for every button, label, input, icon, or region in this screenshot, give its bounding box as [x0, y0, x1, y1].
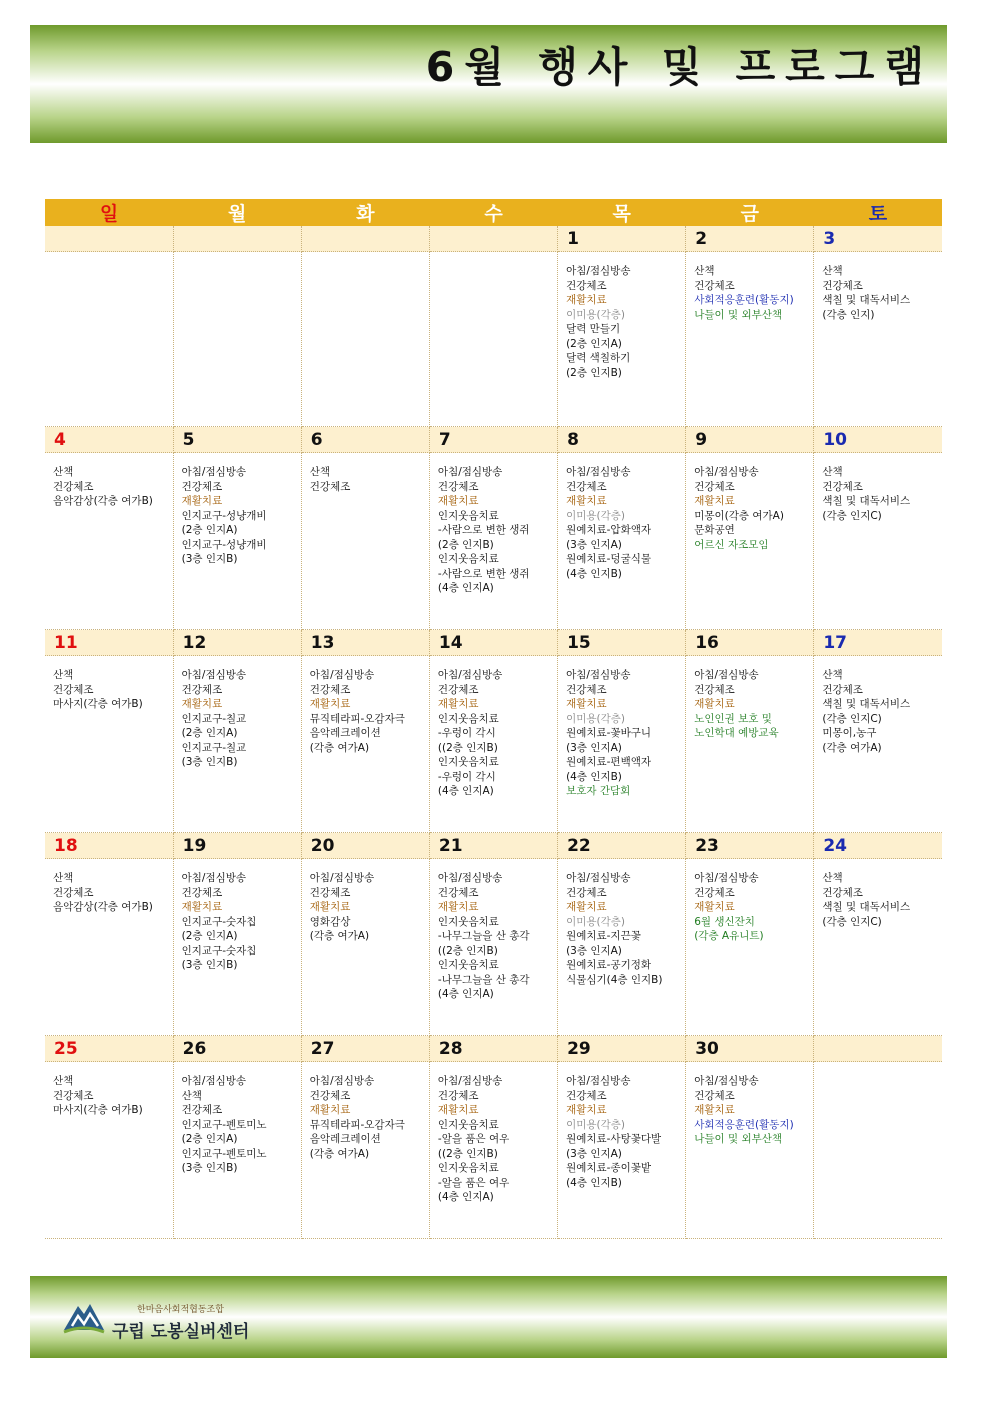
date-number: 5 [173, 427, 301, 453]
weekday-header: 수 [429, 199, 557, 226]
event-item: -사람으로 변한 생쥐 [437, 567, 530, 580]
event-item: 건강체조 [566, 480, 607, 493]
event-item: 산책 [53, 466, 74, 478]
event-item: 음악감상(각층 여가B) [53, 495, 153, 507]
event-item: 아침/점심방송 [437, 872, 503, 884]
day-cell [173, 252, 301, 427]
event-item: 색칠 및 대독서비스 [822, 901, 911, 913]
event-item: 달력 만들기 [566, 323, 621, 335]
event-item: 아침/점심방송 [309, 669, 375, 681]
event-item: 나들이 및 외부산책 [694, 1133, 783, 1145]
date-number: 25 [45, 1036, 173, 1062]
day-cell [429, 252, 557, 427]
day-cell [173, 1062, 301, 1239]
event-item: (4층 인지B) [566, 770, 622, 783]
event-item: (3층 인지B) [181, 959, 238, 971]
event-item: 건강체조 [694, 1089, 735, 1102]
event-item: 아침/점심방송 [181, 466, 247, 478]
event-item: 아침/점심방송 [566, 669, 631, 681]
event-item: 산책 [822, 466, 843, 478]
day-cell [558, 656, 686, 833]
event-item: 인지교구-성냥개비 [181, 538, 267, 551]
day-cell [686, 252, 814, 427]
calendar-body [45, 226, 942, 1239]
event-item: (각층 여가A) [309, 1147, 370, 1160]
event-item: (3층 인지A) [566, 741, 622, 754]
day-cell [301, 656, 429, 833]
day-cell [429, 1062, 557, 1239]
event-item: 아침/점심방송 [566, 1075, 631, 1087]
day-cell [301, 859, 429, 1036]
date-number: 8 [558, 427, 686, 453]
day-cell [686, 859, 814, 1036]
day-cell [301, 1062, 429, 1239]
event-item: 재활치료 [694, 1104, 735, 1116]
center-name: 구립 도봉실버센터 [112, 1322, 250, 1342]
event-item: 건강체조 [181, 1104, 223, 1116]
event-item: 인지교구-성냥개비 [181, 509, 267, 522]
event-item: 인지웃음치료 [437, 712, 499, 725]
event-item: (3층 인지B) [181, 1162, 238, 1174]
event-item: (3층 인지B) [181, 756, 238, 768]
event-item: (3층 인지A) [566, 944, 622, 957]
event-item: 노인학대 예방교육 [694, 727, 779, 739]
event-item: -우렁이 각시 [437, 770, 496, 783]
event-item: 이미용(각층) [566, 1118, 625, 1131]
event-item: 재활치료 [566, 698, 607, 710]
weekday-header: 일 [45, 199, 173, 226]
event-item: 재활치료 [437, 1104, 479, 1116]
event-item: (각층 인지) [822, 308, 875, 321]
event-item: (2층 인지A) [181, 930, 238, 942]
day-cell [814, 252, 942, 427]
event-item: 재활치료 [309, 698, 351, 710]
date-number: 21 [429, 833, 557, 859]
event-item: 사회적응훈련(활동지) [694, 294, 794, 306]
weekday-header: 월 [173, 199, 301, 226]
event-item: 건강체조 [309, 480, 351, 493]
event-item: 인지교구-칠교 [181, 712, 247, 725]
date-number: 28 [429, 1036, 557, 1062]
events-row [45, 252, 942, 427]
day-cell [429, 859, 557, 1036]
event-item: 건강체조 [566, 683, 607, 696]
event-item: 원예치료-지끈꽃 [566, 930, 641, 942]
event-item: 음악레크레이션 [309, 1133, 381, 1145]
event-item: 나들이 및 외부산책 [694, 308, 783, 321]
event-item: 건강체조 [822, 886, 863, 899]
event-item: 건강체조 [822, 480, 863, 493]
event-item: 건강체조 [566, 886, 607, 899]
day-cell [558, 1062, 686, 1239]
event-item: 건강체조 [694, 279, 735, 292]
event-item: 산책 [181, 1089, 202, 1102]
event-item: ((2층 인지B) [437, 1147, 498, 1160]
day-cell [558, 252, 686, 427]
event-item: 인지교구-칠교 [181, 741, 247, 754]
event-item: 인지웃음치료 [437, 915, 499, 928]
event-item: 재활치료 [437, 495, 479, 507]
event-item: 색칠 및 대독서비스 [822, 294, 911, 306]
event-item: 식물심기(4층 인지B) [566, 973, 663, 986]
event-item: 건강체조 [53, 1089, 94, 1102]
event-item: (4층 인지A) [437, 988, 494, 1000]
event-item: 이미용(각층) [566, 308, 625, 321]
event-item: 건강체조 [437, 683, 479, 696]
event-item: 재활치료 [437, 901, 479, 913]
event-item: 재활치료 [309, 1104, 351, 1116]
event-item: ((2층 인지B) [437, 944, 498, 957]
date-number: 30 [686, 1036, 814, 1062]
day-cell [301, 252, 429, 427]
event-item: -나무그늘을 산 총각 [437, 930, 530, 942]
event-item: 건강체조 [694, 480, 735, 493]
event-item: 건강체조 [309, 886, 351, 899]
day-cell [173, 453, 301, 630]
date-number: 22 [558, 833, 686, 859]
event-item: 건강체조 [437, 886, 479, 899]
date-number: 3 [814, 226, 942, 252]
event-item: 사회적응훈련(활동지) [694, 1118, 794, 1131]
events-row [45, 859, 942, 1036]
event-item: 인지웃음치료 [437, 959, 499, 971]
date-number: 20 [301, 833, 429, 859]
event-item: 아침/점심방송 [694, 669, 759, 681]
event-item: (2층 인지A) [566, 337, 622, 350]
event-item: 아침/점심방송 [694, 872, 759, 884]
date-number: 23 [686, 833, 814, 859]
event-item: 인지교구-숫자칩 [181, 944, 257, 957]
day-cell [686, 656, 814, 833]
event-item: 건강체조 [566, 279, 607, 292]
event-item: -나무그늘을 산 총각 [437, 973, 530, 986]
event-item: 마사지(각층 여가B) [53, 1104, 143, 1116]
event-item: 달력 색칠하기 [566, 352, 631, 364]
day-cell [429, 453, 557, 630]
event-item: 재활치료 [181, 495, 223, 507]
date-number: 4 [45, 427, 173, 453]
events-row [45, 1062, 942, 1239]
event-item: 재활치료 [566, 294, 607, 306]
event-item: 건강체조 [53, 480, 94, 493]
event-item: 원예치료-공기정화 [566, 959, 651, 971]
event-item: 아침/점심방송 [437, 669, 503, 681]
event-item: 인지웃음치료 [437, 509, 499, 522]
event-item: 인지교구-펜토미노 [181, 1147, 267, 1160]
event-item: 영화감상 [309, 915, 351, 928]
date-number: 18 [45, 833, 173, 859]
event-item: 산책 [822, 265, 843, 277]
day-cell [814, 453, 942, 630]
event-item: 산책 [53, 1075, 74, 1087]
event-item: (4층 인지A) [437, 785, 494, 797]
weekday-header: 화 [301, 199, 429, 226]
day-cell [814, 1062, 942, 1239]
date-number: 2 [686, 226, 814, 252]
date-row [45, 226, 942, 252]
event-item: 인지웃음치료 [437, 553, 499, 565]
day-cell [814, 859, 942, 1036]
weekday-header: 금 [686, 199, 814, 226]
event-item: 재활치료 [181, 901, 223, 913]
date-number: 6 [301, 427, 429, 453]
event-item: 원예치료-압화액자 [566, 524, 651, 536]
day-cell [814, 656, 942, 833]
event-item: 이미용(각층) [566, 712, 625, 725]
date-number [301, 226, 429, 252]
event-item: 6월 생신잔치 [694, 915, 755, 928]
event-item: 아침/점심방송 [566, 265, 631, 277]
day-cell [173, 656, 301, 833]
event-item: 건강체조 [309, 1089, 351, 1102]
calendar-table [45, 199, 942, 1239]
event-item: 건강체조 [309, 683, 351, 696]
event-item: -사람으로 변한 생쥐 [437, 524, 530, 536]
date-number [429, 226, 557, 252]
event-item: -알을 품은 여우 [437, 1133, 510, 1145]
date-number: 10 [814, 427, 942, 453]
weekday-header: 토 [814, 199, 942, 226]
event-item: 아침/점심방송 [437, 1075, 503, 1087]
event-item: -우렁이 각시 [437, 727, 496, 739]
event-item: 원예치료-사탕꽃다발 [566, 1133, 662, 1145]
event-item: ((2층 인지B) [437, 741, 498, 754]
event-item: 음악레크레이션 [309, 727, 381, 739]
page-title: 6월 행사 및 프로그램 [425, 43, 934, 91]
date-number: 12 [173, 630, 301, 656]
mountain-logo-icon [62, 1296, 106, 1336]
event-item: 보호자 간담회 [566, 785, 631, 797]
event-item: 아침/점심방송 [437, 466, 503, 478]
weekday-header: 목 [558, 199, 686, 226]
date-number: 26 [173, 1036, 301, 1062]
event-item: (3층 인지A) [566, 1147, 622, 1160]
date-number: 15 [558, 630, 686, 656]
org-name: 한마음사회적협동조합 [137, 1305, 224, 1315]
event-item: 어르신 자조모임 [694, 538, 769, 551]
event-item: 산책 [53, 669, 74, 681]
event-item: (각층 인지C) [822, 509, 882, 522]
event-item: 건강체조 [53, 886, 94, 899]
event-item: 미몽이,농구 [822, 727, 877, 739]
event-item: 인지교구-펜토미노 [181, 1118, 267, 1131]
day-cell [173, 859, 301, 1036]
event-item: 아침/점심방송 [309, 1075, 375, 1087]
event-item: 재활치료 [694, 495, 735, 507]
events-row [45, 453, 942, 630]
event-item: 원예치료-편백액자 [566, 756, 651, 768]
event-item: (각층 인지C) [822, 915, 882, 928]
event-item: 뮤직테라피-오감자극 [309, 1118, 405, 1131]
day-cell [429, 656, 557, 833]
event-item: 건강체조 [566, 1089, 607, 1102]
event-item: (2층 인지A) [181, 727, 238, 739]
event-item: 색칠 및 대독서비스 [822, 698, 911, 710]
date-number [45, 226, 173, 252]
event-item: 건강체조 [694, 886, 735, 899]
date-row [45, 427, 942, 453]
date-number: 7 [429, 427, 557, 453]
event-item: 아침/점심방송 [566, 872, 631, 884]
event-item: 재활치료 [694, 698, 735, 710]
event-item: 재활치료 [181, 698, 223, 710]
event-item: (2층 인지B) [566, 366, 622, 379]
event-item: 산책 [53, 872, 74, 884]
day-cell [45, 453, 173, 630]
event-item: 건강체조 [181, 683, 223, 696]
date-row [45, 630, 942, 656]
events-row [45, 656, 942, 833]
event-item: 문화공연 [694, 524, 735, 536]
event-item: (4층 인지B) [566, 567, 622, 580]
weekday-header-row [45, 199, 942, 226]
date-number: 29 [558, 1036, 686, 1062]
event-item: (각층 여가A) [309, 741, 370, 754]
event-item: 건강체조 [181, 886, 223, 899]
event-item: 재활치료 [309, 901, 351, 913]
event-item: (4층 인지B) [566, 1176, 622, 1189]
day-cell [45, 859, 173, 1036]
event-item: 아침/점심방송 [181, 872, 247, 884]
date-number: 24 [814, 833, 942, 859]
event-item: 원예치료-덩굴식물 [566, 553, 651, 565]
date-row [45, 833, 942, 859]
event-item: (4층 인지A) [437, 582, 494, 594]
event-item: (2층 인지A) [181, 1133, 238, 1145]
date-number: 9 [686, 427, 814, 453]
day-cell [558, 859, 686, 1036]
day-cell [686, 453, 814, 630]
event-item: 건강체조 [694, 683, 735, 696]
event-item: (2층 인지A) [181, 524, 238, 536]
event-item: (각층 A유니트) [694, 930, 764, 942]
date-number: 14 [429, 630, 557, 656]
event-item: 산책 [822, 872, 843, 884]
event-item: 건강체조 [437, 480, 479, 493]
event-item: (2층 인지B) [437, 538, 494, 551]
event-item: -알을 품은 여우 [437, 1176, 510, 1189]
event-item: 음악감상(각층 여가B) [53, 901, 153, 913]
event-item: 재활치료 [566, 901, 607, 913]
event-item: 아침/점심방송 [181, 1075, 247, 1087]
event-item: (각층 여가A) [822, 741, 882, 754]
event-item: 미몽이(각층 여가A) [694, 509, 784, 522]
date-number: 13 [301, 630, 429, 656]
event-item: 뮤직테라피-오감자극 [309, 712, 405, 725]
date-number: 1 [558, 226, 686, 252]
event-item: (3층 인지B) [181, 553, 238, 565]
event-item: 아침/점심방송 [694, 1075, 759, 1087]
event-item: 인지웃음치료 [437, 1118, 499, 1131]
event-item: 산책 [309, 466, 331, 478]
event-item: 건강체조 [181, 480, 223, 493]
day-cell [45, 656, 173, 833]
event-item: 산책 [694, 265, 715, 277]
event-item: 노인인권 보호 및 [694, 712, 772, 725]
event-item: 건강체조 [53, 683, 94, 696]
event-item: 원예치료-꽃바구니 [566, 727, 651, 739]
event-item: 인지교구-숫자칩 [181, 915, 257, 928]
event-item: 건강체조 [437, 1089, 479, 1102]
event-item: 이미용(각층) [566, 509, 625, 522]
day-cell [301, 453, 429, 630]
event-item: (4층 인지A) [437, 1191, 494, 1203]
event-item: 건강체조 [822, 683, 863, 696]
event-item: 마사지(각층 여가B) [53, 698, 143, 710]
event-item: 재활치료 [566, 1104, 607, 1116]
event-item: 아침/점심방송 [566, 466, 631, 478]
event-item: 인지웃음치료 [437, 1162, 499, 1174]
date-number: 27 [301, 1036, 429, 1062]
date-row [45, 1036, 942, 1062]
event-item: 색칠 및 대독서비스 [822, 495, 911, 507]
date-number [173, 226, 301, 252]
event-item: 재활치료 [437, 698, 479, 710]
event-item: 산책 [822, 669, 843, 681]
event-item: 건강체조 [822, 279, 863, 292]
event-item: (각층 여가A) [309, 930, 370, 942]
date-number [814, 1036, 942, 1062]
event-item: 아침/점심방송 [181, 669, 247, 681]
date-number: 16 [686, 630, 814, 656]
event-item: 재활치료 [694, 901, 735, 913]
day-cell [45, 252, 173, 427]
event-item: 재활치료 [566, 495, 607, 507]
day-cell [558, 453, 686, 630]
day-cell [45, 1062, 173, 1239]
event-item: 아침/점심방송 [694, 466, 759, 478]
date-number: 19 [173, 833, 301, 859]
date-number: 11 [45, 630, 173, 656]
event-item: 원예치료-종이꽃밭 [566, 1162, 651, 1174]
event-item: (각층 인지C) [822, 712, 882, 725]
event-item: 이미용(각층) [566, 915, 625, 928]
date-number: 17 [814, 630, 942, 656]
event-item: 인지웃음치료 [437, 756, 499, 768]
event-item: 아침/점심방송 [309, 872, 375, 884]
day-cell [686, 1062, 814, 1239]
event-item: (3층 인지A) [566, 538, 622, 551]
